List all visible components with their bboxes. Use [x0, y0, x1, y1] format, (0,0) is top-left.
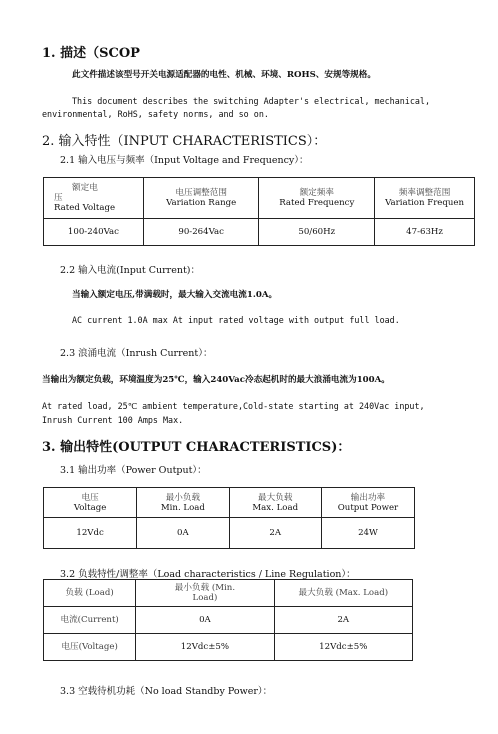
section-1-description-en-line1: This document describes the switching Adapter's electrical, mechanical,: [72, 96, 430, 106]
load-characteristics-table: [43, 579, 413, 661]
header-variation-frequency: 频率调整范围 Variation Frequen: [375, 178, 475, 219]
cell-variation-frequency: 47-63Hz: [375, 219, 475, 246]
header-variation-range: 电压调整范围 Variation Range: [143, 178, 259, 219]
section-2-3-en-line2: Inrush Current 100 Amps Max.: [42, 415, 184, 425]
header-max-load-2: 最大负载 (Max. Load): [274, 580, 412, 607]
section-3-3-title: 3.3 空载待机功耗（No load Standby Power）：: [60, 686, 273, 697]
section-3-1-title: 3.1 输出功率（Power Output）：: [60, 465, 207, 476]
cell-variation-range: 90-264Vac: [143, 219, 259, 246]
cell-rated-voltage: 100-240Vac: [44, 219, 144, 246]
header-output-power: 输出功率 Output Power: [321, 488, 414, 518]
input-voltage-table: [43, 177, 475, 246]
header-max-load: 最大负载 Max. Load: [229, 488, 321, 518]
cell-output-power: 24W: [321, 518, 414, 549]
section-2-title: 2. 输入特性（INPUT CHARACTERISTICS）：: [42, 134, 327, 149]
section-2-3-zh: 当输出为额定负载，环境温度为25℃，输入240Vac冷态起机时的最大浪涌电流为100A。: [42, 375, 390, 385]
row-voltage-max: 12Vdc±5%: [274, 634, 412, 661]
header-load: 负载 (Load): [44, 580, 136, 607]
section-3-title: 3. 输出特性(OUTPUT CHARACTERISTICS)：: [42, 440, 351, 455]
section-2-2-title: 2.2 输入电流(Input Current)：: [60, 265, 200, 276]
section-2-3-en-line1: At rated load, 25℃ ambient temperature,Cold-state starting at 240Vac input,: [42, 401, 425, 411]
section-2-2-zh: 当输入额定电压,带满载时，最大输入交流电流1.0A。: [72, 290, 278, 300]
row-voltage-label: 电压(Voltage): [44, 634, 136, 661]
section-1-description-zh: 此文件描述该型号开关电源适配器的电性、机械、环境、ROHS、安规等规格。: [72, 70, 376, 80]
cell-min-load: 0A: [137, 518, 229, 549]
header-voltage: 电压 Voltage: [44, 488, 137, 518]
section-2-1-title: 2.1 输入电压与频率（Input Voltage and Frequency）：: [60, 155, 309, 166]
section-1-title: 1. 描述（SCOP: [42, 46, 140, 61]
section-2-3-title: 2.3 浪涌电流（Inrush Current）：: [60, 348, 213, 359]
section-2-2-en: AC current 1.0A max At input rated voltage with output full load.: [72, 315, 400, 325]
cell-max-load: 2A: [229, 518, 321, 549]
cell-rated-frequency: 50/60Hz: [259, 219, 375, 246]
row-current-label: 电流(Current): [44, 607, 136, 634]
power-output-table: [43, 487, 415, 549]
row-voltage-min: 12Vdc±5%: [136, 634, 274, 661]
cell-voltage: 12Vdc: [44, 518, 137, 549]
header-rated-voltage: 额定电 压 Rated Voltage: [44, 178, 144, 219]
row-current-min: 0A: [136, 607, 274, 634]
section-1-description-en-line2: environmental, RoHS, safety norms, and so on.: [42, 109, 269, 119]
header-min-load: 最小负载 Min. Load: [137, 488, 229, 518]
header-rated-frequency: 额定频率 Rated Frequency: [259, 178, 375, 219]
section-3-2-title: 3.2 负载特性/调整率（Load characteristics / Line Regulation）：: [60, 569, 356, 580]
header-min-load-2: 最小负载 (Min. Load): [136, 580, 274, 607]
row-current-max: 2A: [274, 607, 412, 634]
